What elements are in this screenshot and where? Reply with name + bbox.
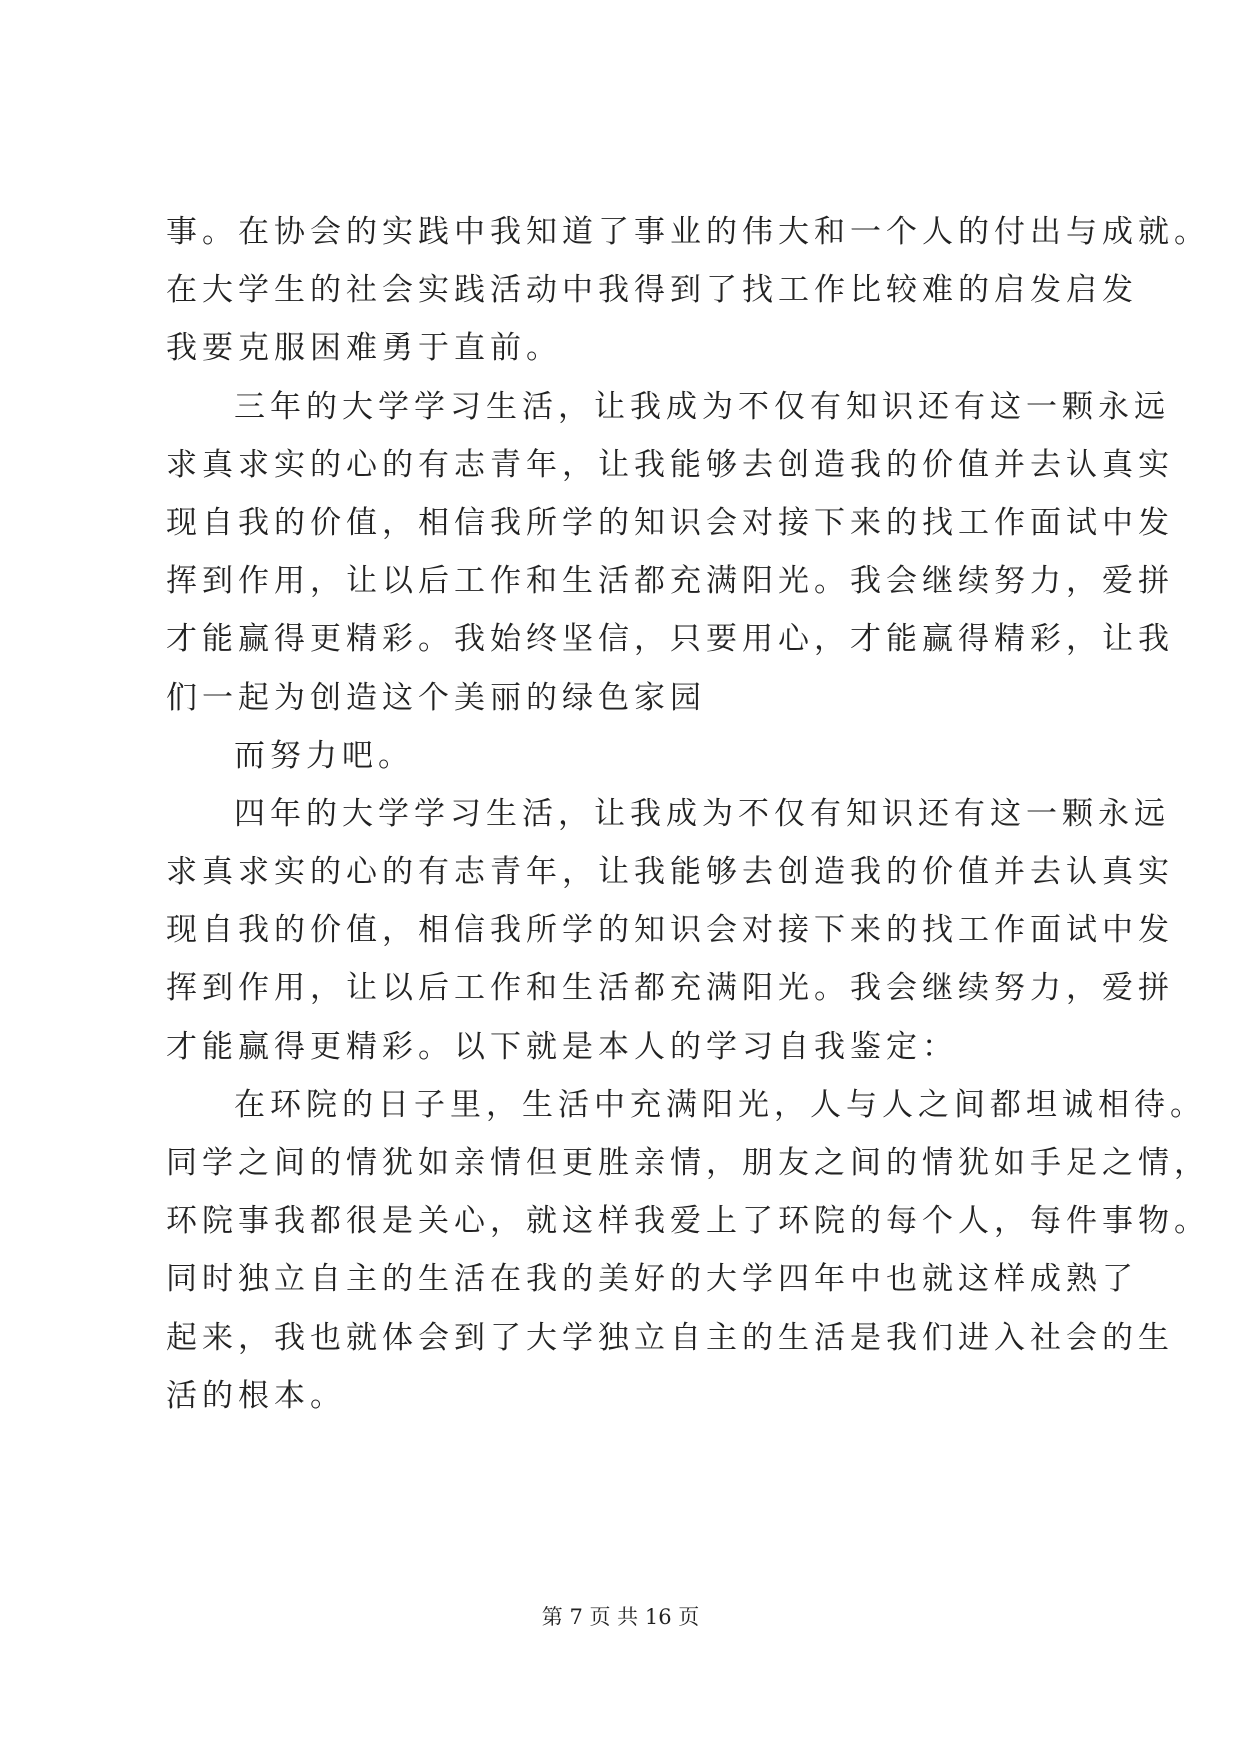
document-body: [166, 203, 1210, 1425]
paragraph-start-line: 而努力吧。: [234, 737, 414, 774]
text-line: 活的根本。: [166, 1377, 346, 1414]
page-number-footer: 第 7 页 共 16 页: [541, 1605, 700, 1629]
text-line: 起来，我也就体会到了大学独立自主的生活是我们进入社会的生: [166, 1319, 1174, 1356]
text-line: 求真求实的心的有志青年，让我能够去创造我的价值并去认真实: [166, 854, 1174, 891]
paragraph-start-line: 三年的大学学习生活，让我成为不仅有知识还有这一颗永远: [234, 388, 1170, 425]
text-line: 现自我的价值，相信我所学的知识会对接下来的找工作面试中发: [166, 504, 1174, 541]
text-line: 们一起为创造这个美丽的绿色家园: [166, 679, 706, 716]
text-line: 在大学生的社会实践活动中我得到了找工作比较难的启发启发: [166, 272, 1138, 309]
text-line: 我要克服困难勇于直前。: [166, 330, 562, 367]
text-line: 才能赢得更精彩。我始终坚信，只要用心，才能赢得精彩，让我: [166, 621, 1174, 658]
text-line: 挥到作用，让以后工作和生活都充满阳光。我会继续努力，爱拼: [166, 563, 1174, 600]
paragraph-start-line: 在环院的日子里，生活中充满阳光，人与人之间都坦诚相待。: [234, 1086, 1206, 1123]
text-line: 挥到作用，让以后工作和生活都充满阳光。我会继续努力，爱拼: [166, 970, 1174, 1007]
text-line: 事。在协会的实践中我知道了事业的伟大和一个人的付出与成就。: [166, 214, 1210, 250]
text-line: 同学之间的情犹如亲情但更胜亲情，朋友之间的情犹如手足之情，: [166, 1145, 1210, 1181]
paragraph-start-line: 四年的大学学习生活，让我成为不仅有知识还有这一颗永远: [234, 795, 1170, 832]
text-line: 现自我的价值，相信我所学的知识会对接下来的找工作面试中发: [166, 912, 1174, 949]
text-line: 同时独立自主的生活在我的美好的大学四年中也就这样成熟了: [166, 1261, 1138, 1298]
text-line: 求真求实的心的有志青年，让我能够去创造我的价值并去认真实: [166, 446, 1174, 483]
text-line: 才能赢得更精彩。以下就是本人的学习自我鉴定：: [166, 1028, 958, 1065]
text-line: 环院事我都很是关心，就这样我爱上了环院的每个人，每件事物。: [166, 1203, 1210, 1240]
